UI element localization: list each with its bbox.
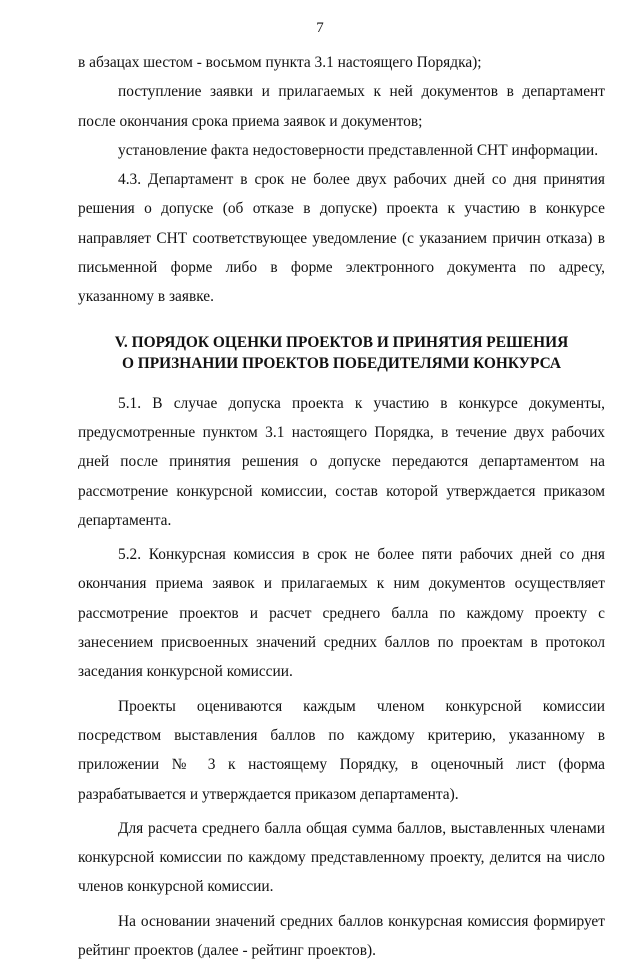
- paragraph-false-information: установление факта недостоверности представленной СНТ информации.: [118, 141, 599, 159]
- paragraph-5-1: 5.1. В случае допуска проекта к участию в конкурсе документы, предусмотренные пунктом 3.1 настоящего Порядка, в течение двух рабочих дней после принятия решения о допуске передаются департаментом на рассмотрение конкурсной комиссии, состав которой утверждается приказом департамента.: [78, 394, 605, 529]
- section-heading-line-1: V. ПОРЯДОК ОЦЕНКИ ПРОЕКТОВ И ПРИНЯТИЯ РЕШЕНИЯ: [114, 333, 569, 351]
- paragraph-rating: На основании значений средних баллов конкурсная комиссия формирует рейтинг проектов (далее - рейтинг проектов).: [78, 912, 605, 960]
- paragraph-evaluation: Проекты оцениваются каждым членом конкурсной комиссии посредством выставления баллов по каждому критерию, указанному в приложении № 3 к настоящему Порядку, в оценочный лист (форма разрабатывается и утверждается приказом департамента).: [78, 697, 605, 803]
- paragraph-4-3: 4.3. Департамент в срок не более двух рабочих дней со дня принятия решения о допуске (об отказе в допуске) проекта к участию в конкурсе направляет СНТ соответствующее уведомление (с указанием причин отказа) в письменной форме либо в форме электронного документа по адресу, указанному в заявке.: [78, 171, 605, 306]
- paragraph-5-2: 5.2. Конкурсная комиссия в срок не более пяти рабочих дней со дня окончания приема заявок и прилагаемых к ним документов осуществляет рассмотрение проектов и расчет среднего балла по каждому проекту с занесением присвоенных значений средних баллов по проектам в протокол заседания конкурсной комиссии.: [78, 546, 605, 681]
- document-body: [78, 48, 605, 965]
- paragraph-continuation: в абзацах шестом - восьмом пункта 3.1 настоящего Порядка);: [78, 54, 482, 71]
- page-number: 7: [316, 20, 324, 36]
- section-heading-line-2: О ПРИЗНАНИИ ПРОЕКТОВ ПОБЕДИТЕЛЯМИ КОНКУРСА: [121, 354, 562, 372]
- paragraph-late-submission: поступление заявки и прилагаемых к ней документов в департамент после окончания срока приема заявок и документов;: [78, 83, 605, 130]
- section-heading: [78, 332, 605, 374]
- paragraph-average-score: Для расчета среднего балла общая сумма баллов, выставленных членами конкурсной комиссии по каждому представленному проекту, делится на число членов конкурсной комиссии.: [78, 819, 605, 896]
